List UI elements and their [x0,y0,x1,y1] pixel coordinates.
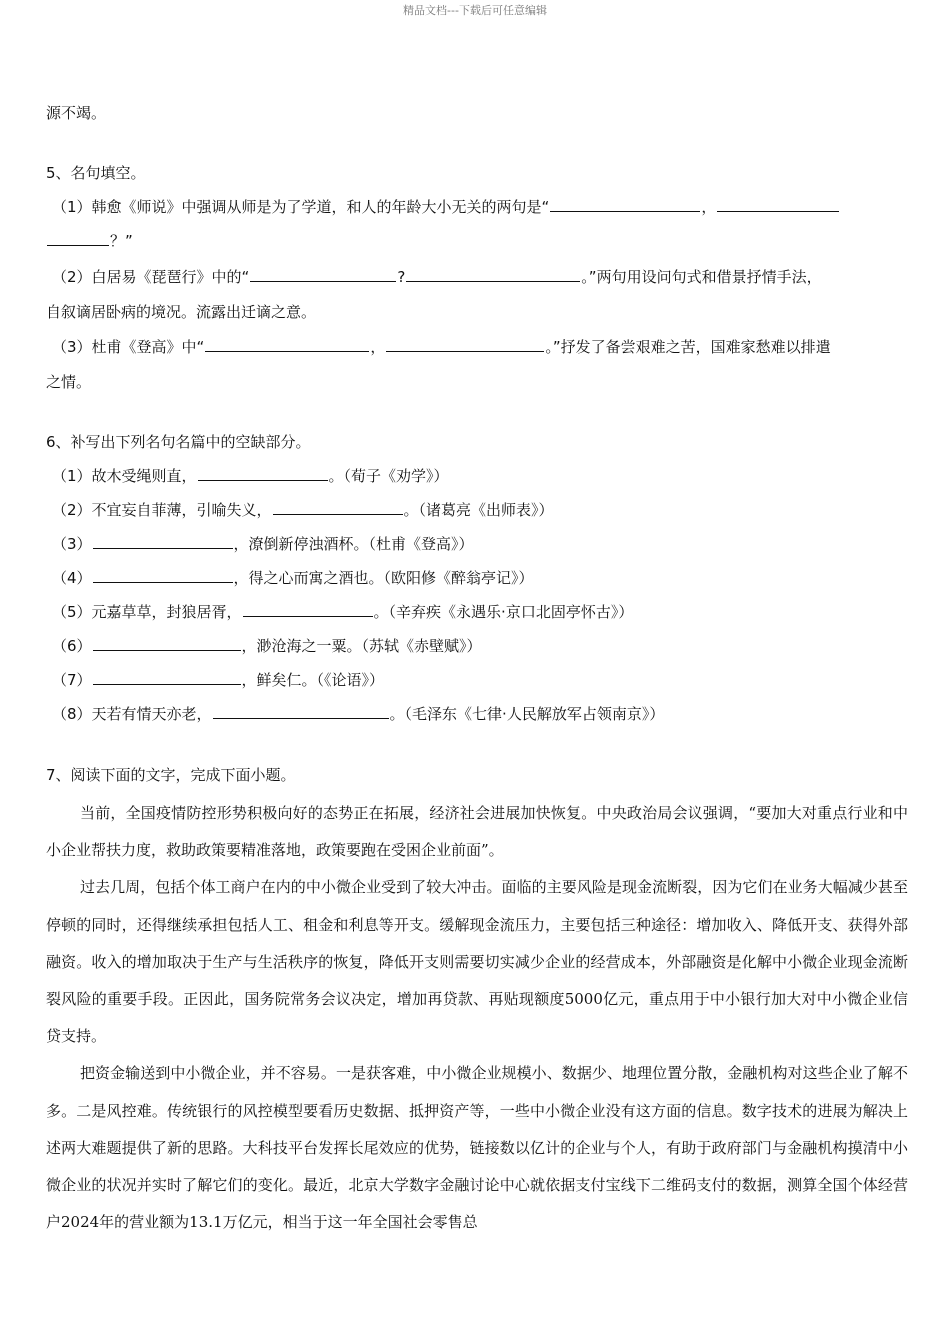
q5-item-3-line2: 之情。 [46,373,92,391]
fill-blank[interactable] [213,704,389,719]
fill-blank[interactable] [243,602,373,617]
q6-item-4 [52,568,534,588]
passage-paragraph-1: 当前，全国疫情防控形势积极向好的态势正在拓展，经济社会进展加快恢复。中央政治局会议强调，“要加大对重点行业和中小企业帮扶力度，救助政策要精准落地，政策要跑在受困企业前面”。 [46,804,908,860]
q5-item-1-line1 [52,197,840,217]
fill-blank[interactable] [406,267,580,282]
q6-item-pre: （7） [52,671,92,689]
q6-item-pre: （5）元嘉草草，封狼居胥， [52,603,242,621]
q5-item-2-line1 [52,267,822,287]
page-header: 精品文档---下载后可任意编辑 [403,4,547,17]
fill-blank[interactable] [93,670,241,685]
passage-paragraph-3: 把资金输送到中小微企业，并不容易。一是获客难，中小微企业规模小、数据少、地理位置分散，金融机构对这些企业了解不多。二是风控难。传统银行的风控模型要看历史数据、抵押资产等，一些中小微企业没有这方面的信息。数字技术的进展为解决上述两大难题提供了新的思路。大科技平台发挥长尾效应的优势，链接数以亿计的企业与个人，有助于政府部门与金融机构摸清中小微企业的状况并实时了解它们的变化。最近，北京大学数字金融讨论中心就依据支付宝线下二维码支付的数据，测算全国个体经营户2024年的营业额为13.1万亿元，相当于这一年全国社会零售总 [46,1064,908,1232]
fill-blank[interactable] [93,636,241,651]
fill-blank[interactable] [47,231,109,246]
q6-item-post: 。（荀子《劝学》） [328,467,449,485]
q6-item-pre: （1）故木受绳则直， [52,467,197,485]
q5-item-3-line1 [52,337,831,357]
fill-blank[interactable] [198,466,328,481]
q6-item-post: 。（诸葛亮《出师表》） [403,501,554,519]
q5-item-2-prefix: （2）白居易《琵琶行》中的“ [52,268,250,286]
q6-item-pre: （8）天若有情天亦老， [52,705,212,723]
continuation-text: 源不竭。 [46,104,107,122]
q6-item-post: 。（毛泽东《七律·人民解放军占领南京》） [389,705,665,723]
fill-blank[interactable] [250,267,396,282]
q6-item-6 [52,636,482,656]
q5-title: 5、名句填空。 [46,164,146,182]
q6-item-post: 。（辛弃疾《永遇乐·京口北固亭怀古》） [373,603,634,621]
q6-item-pre: （3） [52,535,92,553]
fill-blank[interactable] [717,197,839,212]
q6-item-pre: （6） [52,637,92,655]
fill-blank[interactable] [93,534,233,549]
q5-item-1-sep: ， [701,198,717,216]
q5-item-1-line2 [46,231,133,251]
fill-blank[interactable] [273,500,403,515]
q6-item-pre: （2）不宜妄自菲薄，引喻失义， [52,501,272,519]
fill-blank[interactable] [93,568,233,583]
q6-item-post: ，得之心而寓之酒也。（欧阳修《醉翁亭记》） [233,569,534,587]
q6-item-5 [52,602,633,622]
q5-item-3-sep: ， [370,338,386,356]
q5-item-3-prefix: （3）杜甫《登高》中“ [52,338,205,356]
q6-item-1 [52,466,449,486]
fill-blank[interactable] [205,337,369,352]
q5-item-1-suffix: ？” [110,232,133,250]
q7-title: 7、阅读下面的文字，完成下面小题。 [46,766,296,784]
q6-item-post: ，鲜矣仁。（《论语》） [241,671,385,689]
q6-item-7 [52,670,384,690]
fill-blank[interactable] [386,337,544,352]
q6-item-3 [52,534,474,554]
q6-item-2 [52,500,554,520]
q6-title: 6、补写出下列名句名篇中的空缺部分。 [46,433,311,451]
q6-item-8 [52,704,664,724]
q5-item-2-sep: ? [397,268,406,286]
q7-passage [46,795,908,1241]
q6-item-pre: （4） [52,569,92,587]
q6-item-post: ，渺沧海之一粟。（苏轼《赤壁赋》） [241,637,482,655]
q5-item-1-prefix: （1）韩愈《师说》中强调从师是为了学道，和人的年龄大小无关的两句是“ [52,198,550,216]
passage-paragraph-2: 过去几周，包括个体工商户在内的中小微企业受到了较大冲击。面临的主要风险是现金流断裂，因为它们在业务大幅减少甚至停顿的同时，还得继续承担包括人工、租金和利息等开支。缓解现金流压力，主要包括三种途径：增加收入、降低开支、获得外部融资。收入的增加取决于生产与生活秩序的恢复，降低开支则需要切实减少企业的经营成本，外部融资是化解中小微企业现金流断裂风险的重要手段。正因此，国务院常务会议决定，增加再贷款、再贴现额度5000亿元，重点用于中小银行加大对中小微企业信贷支持。 [46,878,908,1046]
q5-item-3-suffix: 。”抒发了备尝艰难之苦，国难家愁难以排遣 [545,338,831,356]
q6-item-post: ，潦倒新停浊酒杯。（杜甫《登高》） [233,535,474,553]
fill-blank[interactable] [550,197,700,212]
q5-item-2-suffix: 。”两句用设问句式和借景抒情手法， [581,268,822,286]
q5-item-2-line2: 自叙谪居卧病的境况。流露出迁谪之意。 [46,303,317,321]
